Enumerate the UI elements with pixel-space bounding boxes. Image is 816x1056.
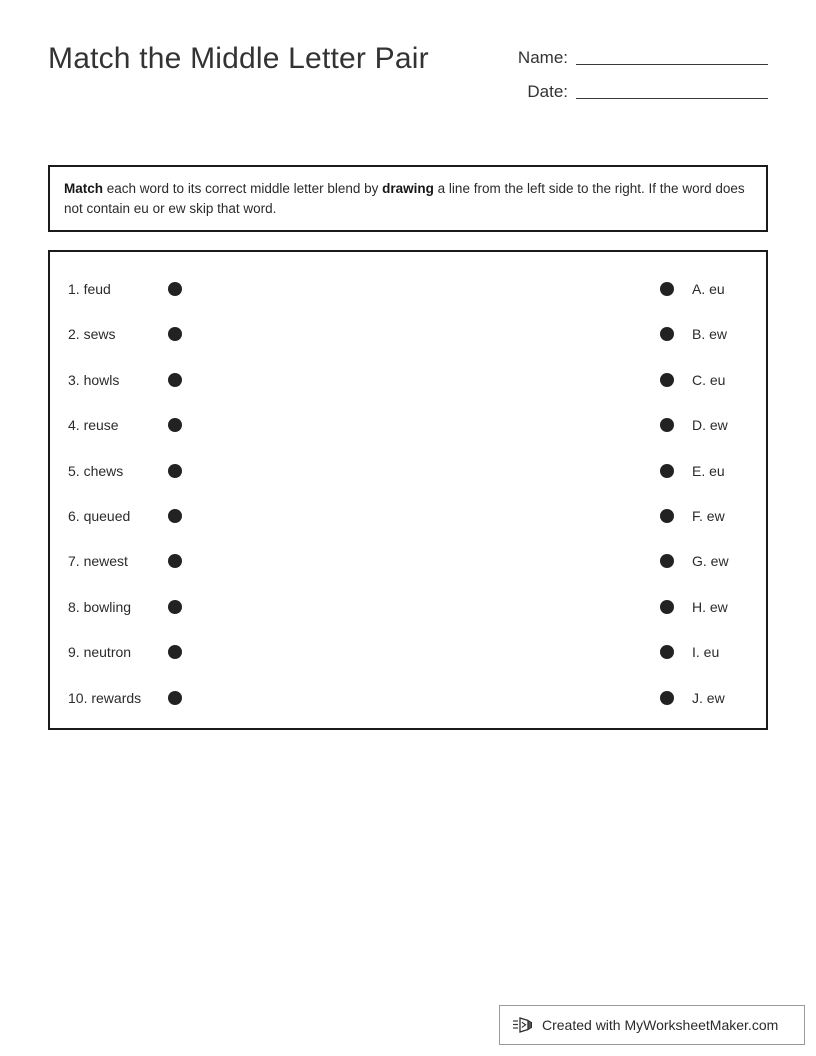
match-row: [50, 277, 766, 301]
instruction-mid-bold: drawing: [382, 181, 434, 196]
matching-rows: [50, 252, 766, 728]
match-right-dot[interactable]: [660, 600, 674, 614]
match-left-label: 8. bowling: [68, 598, 132, 615]
name-field-input[interactable]: [576, 64, 768, 65]
match-left-label: 6. queued: [68, 508, 131, 524]
match-row: [50, 595, 766, 619]
match-left-label: 10. rewards: [68, 689, 142, 706]
match-left-item[interactable]: [68, 463, 228, 479]
instruction-segment-1: each word to its correct middle letter blend by: [103, 181, 383, 196]
match-right-label: A. eu: [692, 281, 725, 297]
date-field-row: [506, 82, 768, 102]
match-left-item[interactable]: [68, 599, 228, 615]
match-right-dot[interactable]: [660, 509, 674, 523]
match-right-label: H. ew: [692, 598, 728, 615]
match-right-dot[interactable]: [660, 373, 674, 387]
match-right-dot[interactable]: [660, 691, 674, 705]
match-left-label: 7. newest: [68, 553, 128, 570]
match-row: [50, 640, 766, 664]
match-right-item[interactable]: [628, 417, 748, 433]
match-right-label: B. ew: [692, 326, 728, 343]
match-left-item[interactable]: [68, 553, 228, 569]
match-left-item[interactable]: [68, 690, 228, 706]
match-left-dot[interactable]: [168, 373, 182, 387]
match-left-label: 4. reuse: [68, 417, 119, 434]
match-left-item[interactable]: [68, 326, 228, 342]
footer-text: Created with MyWorksheetMaker.com: [542, 1017, 779, 1033]
match-right-item[interactable]: [628, 508, 748, 524]
match-row: [50, 413, 766, 437]
match-right-dot[interactable]: [660, 327, 674, 341]
match-row: [50, 368, 766, 392]
match-left-label: 1. feud: [68, 281, 111, 297]
match-right-item[interactable]: [628, 553, 748, 569]
match-left-item[interactable]: [68, 417, 228, 433]
instruction-text: [64, 179, 752, 218]
page-title: Match the Middle Letter Pair: [48, 42, 429, 75]
match-row: [50, 686, 766, 710]
match-left-dot[interactable]: [168, 691, 182, 705]
name-field-label: Name:: [517, 48, 568, 67]
match-left-dot[interactable]: [168, 327, 182, 341]
date-field-label: Date:: [527, 82, 568, 101]
worksheet-header: [48, 42, 768, 122]
match-right-item[interactable]: [628, 644, 748, 660]
match-right-label: I. eu: [692, 644, 720, 661]
match-row: [50, 549, 766, 573]
match-left-label: 5. chews: [68, 462, 124, 479]
match-left-item[interactable]: [68, 508, 228, 524]
match-right-label: C. eu: [692, 371, 726, 388]
match-right-dot[interactable]: [660, 418, 674, 432]
instruction-lead-bold: Match: [64, 181, 104, 196]
match-right-item[interactable]: [628, 372, 748, 388]
instruction-segment-2: a line from the left side to the right.: [433, 181, 645, 196]
match-left-dot[interactable]: [168, 464, 182, 478]
match-left-item[interactable]: [68, 281, 228, 297]
match-right-item[interactable]: [628, 690, 748, 706]
match-row: [50, 504, 766, 528]
match-left-item[interactable]: [68, 644, 228, 660]
match-left-dot[interactable]: [168, 418, 182, 432]
date-field-input[interactable]: [576, 98, 768, 99]
match-right-dot[interactable]: [660, 554, 674, 568]
match-right-dot[interactable]: [660, 464, 674, 478]
match-left-label: 2. sews: [68, 326, 116, 343]
match-right-label: J. ew: [692, 689, 725, 706]
match-right-item[interactable]: [628, 599, 748, 615]
instruction-box: [48, 165, 768, 232]
name-field-row: [506, 48, 768, 68]
match-row: [50, 459, 766, 483]
match-left-label: 9. neutron: [68, 644, 132, 661]
match-right-dot[interactable]: [660, 645, 674, 659]
match-right-label: F. ew: [692, 508, 725, 524]
match-left-dot[interactable]: [168, 600, 182, 614]
match-left-dot[interactable]: [168, 509, 182, 523]
match-right-item[interactable]: [628, 326, 748, 342]
match-right-label: E. eu: [692, 462, 725, 479]
match-right-label: G. ew: [692, 553, 729, 570]
match-right-item[interactable]: [628, 281, 748, 297]
match-right-dot[interactable]: [660, 282, 674, 296]
match-left-label: 3. howls: [68, 371, 120, 388]
footer-badge[interactable]: [499, 1005, 805, 1045]
matching-panel: [48, 250, 768, 730]
match-left-dot[interactable]: [168, 645, 182, 659]
instruction-line-2: If the word does not contain eu or ew skip that word.: [64, 181, 745, 216]
match-right-item[interactable]: [628, 463, 748, 479]
student-info-fields: [506, 48, 768, 116]
match-right-label: D. ew: [692, 417, 728, 434]
match-left-dot[interactable]: [168, 554, 182, 568]
match-left-item[interactable]: [68, 372, 228, 388]
match-row: [50, 322, 766, 346]
worksheet-maker-logo-icon: [512, 1014, 534, 1036]
match-left-dot[interactable]: [168, 282, 182, 296]
